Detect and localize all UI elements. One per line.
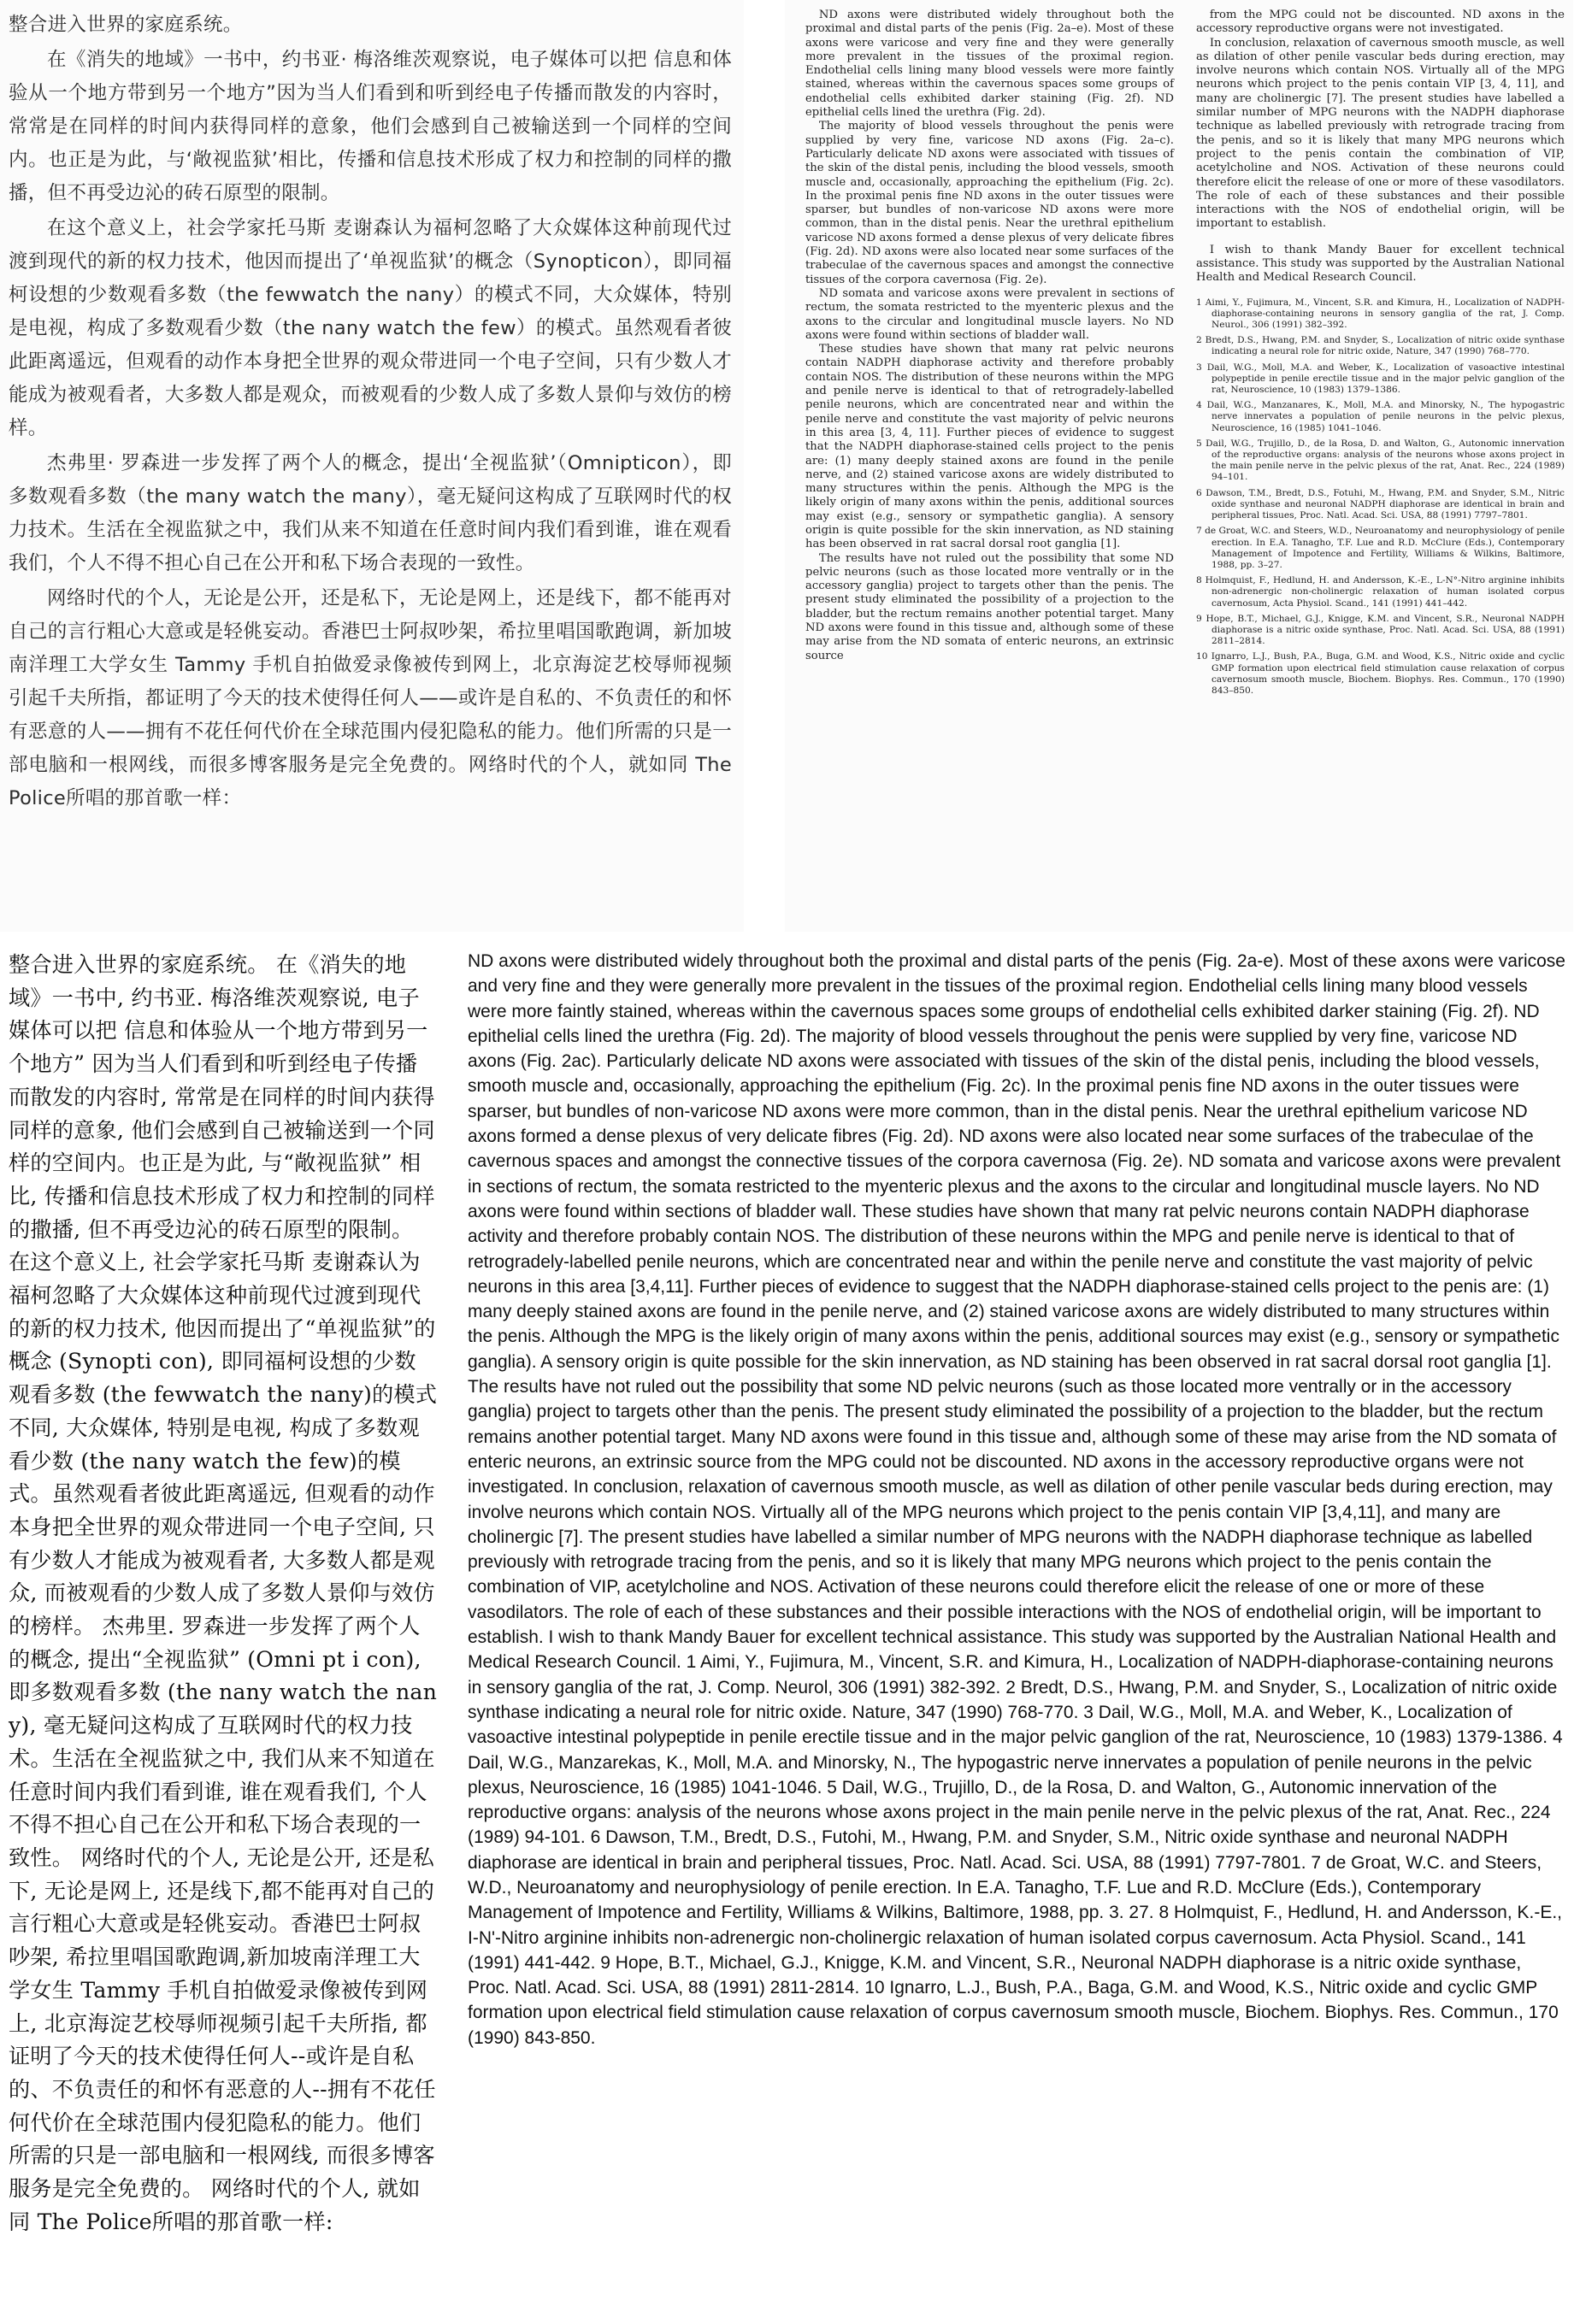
paper-paragraph: ND somata and varicose axons were prevalent in sections of rectum, the somata restricted to the myenteric plexus and the axons to the circular and longitudinal muscle layers. No ND axons were found within sections of bladder wall. bbox=[805, 286, 1174, 342]
reference-item: 6 Dawson, T.M., Bredt, D.S., Fotuhi, M., Hwang, P.M. and Snyder, S.M., Nitric oxide synthase and neuronal NADPH diaphorase are identical in brain and peripheral tissues, Proc. Natl. Acad. Sci. USA, 88 (1991) 7797–7801. bbox=[1196, 487, 1565, 521]
scanned-chinese-page bbox=[0, 0, 744, 932]
paper-paragraph: The results have not ruled out the possibility that some ND pelvic neurons (such as those located more ventrally or in the accessory ganglia) project to targets other than the penis. The present study eliminated the possibility of a projection to the bladder, but the rectum remains another potential target. Many ND axons were found in this tissue and, although some of these may arise from the ND somata of enteric neurons, an extrinsic source bbox=[805, 551, 1174, 662]
cn-paragraph: 在这个意义上，社会学家托马斯 麦谢森认为福柯忽略了大众媒体这种前现代过渡到现代的新的权力技术，他因而提出了‘单视监狱’的概念（Synopticon），即同福柯设想的少数观看多数（the fewwatch the nany）的模式不同，大众媒体，特别是电视，构成了多数观看少数（the nany watch the few）的模式。虽然观看者彼此距离遥远，但观看的动作本身把全世界的观众带进同一个电子空间，只有少数人才能成为被观看者，大多数人都是观众，而被观看的少数人成了多数人景仰与效仿的榜样。 bbox=[9, 217, 732, 439]
reference-item: 8 Holmquist, F., Hedlund, H. and Andersson, K.-E., L-N°-Nitro arginine inhibits non-adrenergic non-cholinergic relaxation of human isolated corpus cavernosum, Acta Physiol. Scand., 141 (1991) 441–442. bbox=[1196, 575, 1565, 609]
reference-item: 2 Bredt, D.S., Hwang, P.M. and Snyder, S., Localization of nitric oxide synthase indicating a neural role for nitric oxide, Nature, 347 (1990) 768–770. bbox=[1196, 335, 1565, 357]
reference-item: 9 Hope, B.T., Michael, G.J., Knigge, K.M. and Vincent, S.R., Neuronal NADPH diaphorase is a nitric oxide synthase, Proc. Natl. Acad. Sci. USA, 88 (1991) 2811–2814. bbox=[1196, 613, 1565, 647]
paper-paragraph: These studies have shown that many rat pelvic neurons contain NADPH diaphorase activity and therefore probably contain NOS. The distribution of these neurons within the MPG and penile nerve is identical to that of retrogradely-labelled penile neurons, which are concentrated near and within the penile nerve and constitute the vast majority of pelvic neurons in this area [3, 4, 11]. Further pieces of evidence to suggest that the NADPH diaphorase-stained cells project to the penis are: (1) many deeply stained axons are found in the penile nerve, and (2) stained varicose axons are widely distributed to many structures within the penis. Although the MPG is the likely origin of many axons within the penis, additional sources may exist (e.g., sensory or sympathetic ganglia). A sensory origin is quite possible for the skin innervation, as ND staining has been observed in rat sacral dorsal root ganglia [1]. bbox=[805, 343, 1174, 551]
paper-column-right bbox=[1196, 9, 1565, 701]
reference-item: 7 de Groat, W.C. and Steers, W.D., Neuroanatomy and neurophysiology of penile erection. In E.A. Tanagho, T.F. Lue and R.D. McClure (Eds.), Contemporary Management of Impotence and Fertility, Williams & Wilkins, Baltimore, 1988, pp. 3–27. bbox=[1196, 526, 1565, 570]
paper-paragraph: from the MPG could not be discounted. ND axons in the accessory reproductive organs were not investigated. bbox=[1196, 9, 1565, 36]
reference-item: 5 Dail, W.G., Trujillo, D., de la Rosa, D. and Walton, G., Autonomic innervation of the reproductive organs: analysis of the neurons whose axons project in the main penile nerve in the pelvic plexus of the rat, Anat. Rec., 224 (1989) 94–101. bbox=[1196, 438, 1565, 483]
cn-paragraph: 杰弗里· 罗森进一步发挥了两个人的概念，提出‘全视监狱’（Omnipticon），即多数观看多数（the many watch the many），毫无疑问这构成了互联网时代的权力技术。生活在全视监狱之中，我们从来不知道在任意时间内我们看到谁，谁在观看我们，个人不得不担心自己在公开和私下场合表现的一致性。 bbox=[9, 452, 732, 574]
reference-list bbox=[1196, 297, 1565, 697]
chinese-transcription: 整合进入世界的家庭系统。 在《消失的地域》一书中, 约书亚. 梅洛维茨观察说, 电子媒体可以把 信息和体验从一个地方带到另一个地方” 因为当人们看到和听到经电子传播而散发的内容时, 常常是在同样的时间内获得同样的意象, 他们会感到自己被输送到一个同样的空间内。也正是为此, 与“敞视监狱” 相比, 传播和信息技术形成了权力和控制的同样的撒播, 但不再受边沁的砖石原型的限制。 在这个意义上, 社会学家托马斯 麦谢森认为福柯忽略了大众媒体这种前现代过渡到现代的新的权力技术, 他因而提出了“单视监狱”的概念 (Synopti con), 即同福柯设想的少数观看多数 (the fewwatch the nany)的模式不同, 大众媒体, 特别是电视, 构成了多数观看少数 (the nany watch the few)的模式。虽然观看者彼此距离遥远, 但观看的动作本身把全世界的观众带进同一个电子空间, 只有少数人才能成为被观看者, 大多数人都是观众, 而被观看的少数人成了多数人景仰与效仿的榜样。 杰弗里. 罗森进一步发挥了两个人的概念, 提出“全视监狱” (Omni pt i con), 即多数观看多数 (the nany watch the nany), 毫无疑问这构成了互联网时代的权力技术。生活在全视监狱之中, 我们从来不知道在任意时间内我们看到谁, 谁在观看我们, 个人不得不担心自己在公开和私下场合表现的一致性。 网络时代的个人, 无论是公开, 还是私下, 无论是网上, 还是线下,都不能再对自己的言行粗心大意或是轻佻妄动。香港巴士阿叔吵架, 希拉里唱国歌跑调,新加坡南洋理工大学女生 Tammy 手机自拍做爱录像被传到网上, 北京海淀艺校辱师视频引起千夫所指, 都证明了今天的技术使得任何人--或许是自私的、不负责任的和怀有恶意的人--拥有不花任何代价在全球范围内侵犯隐私的能力。他们所需的只是一部电脑和一根网线, 而很多博客服务是完全免费的。 网络时代的个人, 就如同 The Police所唱的那首歌一样: bbox=[9, 952, 438, 2234]
reference-item: 10 Ignarro, L.J., Bush, P.A., Buga, G.M. and Wood, K.S., Nitric oxide and cyclic GMP formation upon electrical field stimulation cause relaxation of corpus cavernosum smooth muscle, Biochem. Biophys. Res. Commun., 170 (1990) 843–850. bbox=[1196, 651, 1565, 696]
reference-item: 3 Dail, W.G., Moll, M.A. and Weber, K., Localization of vasoactive intestinal polypeptide in penile erectile tissue and in the major pelvic ganglion of the rat, Neuroscience, 10 (1983) 1379–1386. bbox=[1196, 362, 1565, 396]
paper-paragraph: In conclusion, relaxation of cavernous smooth muscle, as well as dilation of other penile vascular beds during erection, may involve neurons which contain NOS. Virtually all of the MPG neurons which project to the penis contain VIP [3, 4, 11], and many are cholinergic [7]. The present studies have labelled a similar number of MPG neurons with the NADPH diaphorase technique as labelled previously with retrograde tracing from the penis, and so it is likely that many MPG neurons which project to the penis contain the combination of VIP, acetylcholine and NOS. Activation of these neurons could therefore elicit the release of one or more of these vasodilators. The role of each of these substances and their possible interactions with the NOS of endothelial origin, will be important to establish. bbox=[1196, 36, 1565, 231]
reference-item: 4 Dail, W.G., Manzanares, K., Moll, M.A. and Minorsky, N., The hypogastric nerve innervates a population of penile neurons in the pelvic plexus, Neuroscience, 16 (1985) 1041–1046. bbox=[1196, 400, 1565, 433]
acknowledgement: I wish to thank Mandy Bauer for excellent technical assistance. This study was supported by the Australian National Health and Medical Research Council. bbox=[1196, 243, 1565, 285]
paper-column-left bbox=[805, 9, 1174, 701]
cn-paragraph: 在《消失的地域》一书中，约书亚· 梅洛维茨观察说，电子媒体可以把 信息和体验从一个地方带到另一个地方”因为当人们看到和听到经电子传播而散发的内容时，常常是在同样的时间内获得同样的意象，他们会感到自己被输送到一个同样的空间内。也正是为此，与‘敞视监狱’相比，传播和信息技术形成了权力和控制的同样的撒播，但不再受边沁的砖石原型的限制。 bbox=[9, 49, 732, 204]
cn-paragraph: 网络时代的个人，无论是公开，还是私下，无论是网上，还是线下，都不能再对自己的言行粗心大意或是轻佻妄动。香港巴士阿叔吵架，希拉里唱国歌跑调，新加坡南洋理工大学女生 Tammy 手机自拍做爱录像被传到网上，北京海淀艺校辱师视频引起千夫所指，都证明了今天的技术使得任何人——或许是自私的、不负责任的和怀有恶意的人——拥有不花任何代价在全球范围内侵犯隐私的能力。他们所需的只是一部电脑和一根网线，而很多博客服务是完全免费的。网络时代的个人，就如同 The Police所唱的那首歌一样： bbox=[9, 587, 732, 809]
scanned-english-paper-page bbox=[785, 0, 1573, 932]
reference-item: 1 Aimi, Y., Fujimura, M., Vincent, S.R. and Kimura, H., Localization of NADPH-diaphorase-containing neurons in sensory ganglia of the rat, J. Comp. Neurol., 306 (1991) 382–392. bbox=[1196, 297, 1565, 331]
paper-paragraph: The majority of blood vessels throughout the penis were supplied by very fine, varicose ND axons (Fig. 2a–c). Particularly delicate ND axons were associated with tissues of the skin of the distal penis, including the blood vessels, smooth muscle and, occasionally, approaching the epithelium (Fig. 2c). In the proximal penis fine ND axons in the outer tissues were sparser, but bundles of non-varicose ND axons were more common, than in the distal penis. Near the urethral epithelium varicose ND axons formed a dense plexus of very delicate fibres (Fig. 2d). ND axons were also located near some surfaces of the trabeculae of the cavernous spaces and amongst the connective tissues of the corpora cavernosa (Fig. 2e). bbox=[805, 120, 1174, 286]
cn-paragraph: 整合进入世界的家庭系统。 bbox=[9, 14, 243, 36]
paper-paragraph: ND axons were distributed widely throughout both the proximal and distal parts of the penis (Fig. 2a–e). Most of these axons were varicose and very fine and they were generally more prevalent in the tissues of the proximal region. Endothelial cells lining many blood vessels were more faintly stained, whereas within the cavernous spaces some groups of endothelial cells exhibited darker staining (Fig. 2f). ND epithelial cells lined the urethra (Fig. 2d). bbox=[805, 9, 1174, 120]
english-transcription: ND axons were distributed widely throughout both the proximal and distal parts of the penis (Fig. 2a-e). Most of these axons were varicose and very fine and they were generally more prevalent in the tissues of the proximal region. Endothelial cells lining many blood vessels were more faintly stained, whereas within the cavernous spaces some groups of endothelial cells exhibited darker staining (Fig. 2f). ND epithelial cells lined the urethra (Fig. 2d). The majority of blood vessels throughout the penis were supplied by very fine, varicose ND axons (Fig. 2ac). Particularly delicate ND axons were associated with tissues of the skin of the distal penis, including the blood vessels, smooth muscle and, occasionally, approaching the epithelium (Fig. 2c). In the proximal penis fine ND axons in the outer tissues were sparser, but bundles of non-varicose ND axons were more common, than in the distal penis. Near the urethral epithelium varicose ND axons formed a dense plexus of very delicate fibres (Fig. 2d). ND axons were also located near some surfaces of the trabeculae of the cavernous spaces and amongst the connective tissues of the corpora cavernosa (Fig. 2e). ND somata and varicose axons were prevalent in sections of rectum, the somata restricted to the myenteric plexus and the axons to the circular and longitudinal muscle layers. No ND axons were found within sections of bladder wall. These studies have shown that many rat pelvic neurons contain NADPH diaphorase activity and therefore probably contain NOS. The distribution of these neurons within the MPG and penile nerve is identical to that of retrogradely-labelled penile neurons, which are concentrated near and within the penile nerve and constitute the vast majority of pelvic neurons in this area [3,4,11]. Further pieces of evidence to suggest that the NADPH diaphorase-stained cells project to the penis are: (1) many deeply stained axons are found in the penile nerve, and (2) stained varicose axons are widely distributed to many structures within the penis. Although the MPG is the likely origin of many axons within the penis, additional sources may exist (e.g., sensory or sympathetic ganglia). A sensory origin is quite possible for the skin innervation, as ND staining has been observed in rat sacral dorsal root ganglia [1]. The results have not ruled out the possibility that some ND pelvic neurons (such as those located more ventrally or in the accessory ganglia) project to targets other than the penis. The present study eliminated the possibility of a projection to the bladder, but the rectum remains another potential target. Many ND axons were found in this tissue and, although some of these may arise from the ND somata of enteric neurons, an extrinsic source from the MPG could not be discounted. ND axons in the accessory reproductive organs were not investigated. In conclusion, relaxation of cavernous smooth muscle, as well as dilation of other penile vascular beds during erection, may involve neurons which contain NOS. Virtually all of the MPG neurons which project to the penis contain VIP [3,4,11], and many are cholinergic [7]. The present studies have labelled a similar number of MPG neurons with the NADPH diaphorase technique as labelled previously with retrograde tracing from the penis, and so it is likely that many MPG neurons which project to the penis contain the combination of VIP, acetylcholine and NOS. Activation of these neurons could therefore elicit the release of one or more of these vasodilators. The role of each of these substances and their possible interactions with the NOS of endothelial origin, will be important to establish. I wish to thank Mandy Bauer for excellent technical assistance. This study was supported by the Australian National Health and Medical Research Council. 1 Aimi, Y., Fujimura, M., Vincent, S.R. and Kimura, H., Localization of NADPH-diaphorase-containing neurons in sensory ganglia of the rat, J. Comp. Neurol, 306 (1991) 382-392. 2 Bredt, D.S., Hwang, P.M. and Snyder, S., Localization of nitric oxide synthase indicating a neural role for nitric oxide. Nature, 347 (1990) 768-770. 3 Dail, W.G., Moll, M.A. and Weber, K., Localization of vasoactive intestinal polypeptide in penile erectile tissue and in the major pelvic ganglion of the rat, Neuroscience, 10 (1983) 1379-1386. 4 Dail, W.G., Manzarekas, K., Moll, M.A. and Minorsky, N., The hypogastric nerve innervates a population of penile neurons in the pelvic plexus, Neuroscience, 16 (1985) 1041-1046. 5 Dail, W.G., Trujillo, D., de la Rosa, D. and Walton, G., Autonomic innervation of the reproductive organs: analysis of the neurons whose axons project in the main penile nerve in the pelvic plexus of the rat, Anat. Rec., 224 (1989) 94-101. 6 Dawson, T.M., Bredt, D.S., Futohi, M., Hwang, P.M. and Snyder, S.M., Nitric oxide synthase and neuronal NADPH diaphorase are identical in brain and peripheral tissues, Proc. Natl. Acad. Sci. USA, 88 (1991) 7797-7801. 7 de Groat, W.C. and Steers, W.D., Neuroanatomy and neurophysiology of penile erection. In E.A. Tanagho, T.F. Lue and R.D. McClure (Eds.), Contemporary Management of Impotence and Fertility, Williams & Wilkins, Baltimore, 1988, pp. 3. 27. 8 Holmquist, F., Hedlund, H. and Andersson, K.-E., I-N'-Nitro arginine inhibits non-adrenergic non-cholinergic relaxation of human isolated corpus cavernosum. Acta Physiol. Scand., 141 (1991) 441-442. 9 Hope, B.T., Michael, G.J., Knigge, K.M. and Vincent, S.R., Neuronal NADPH diaphorase is a nitric oxide synthase, Proc. Natl. Acad. Sci. USA, 88 (1991) 2811-2814. 10 Ignarro, L.J., Bush, P.A., Baga, G.M. and Wood, K.S., Nitric oxide and cyclic GMP formation upon electrical field stimulation cause relaxation of corpus cavernosum smooth muscle, Biochem. Biophys. Res. Commun., 170 (1990) 843-850. bbox=[468, 951, 1565, 2048]
